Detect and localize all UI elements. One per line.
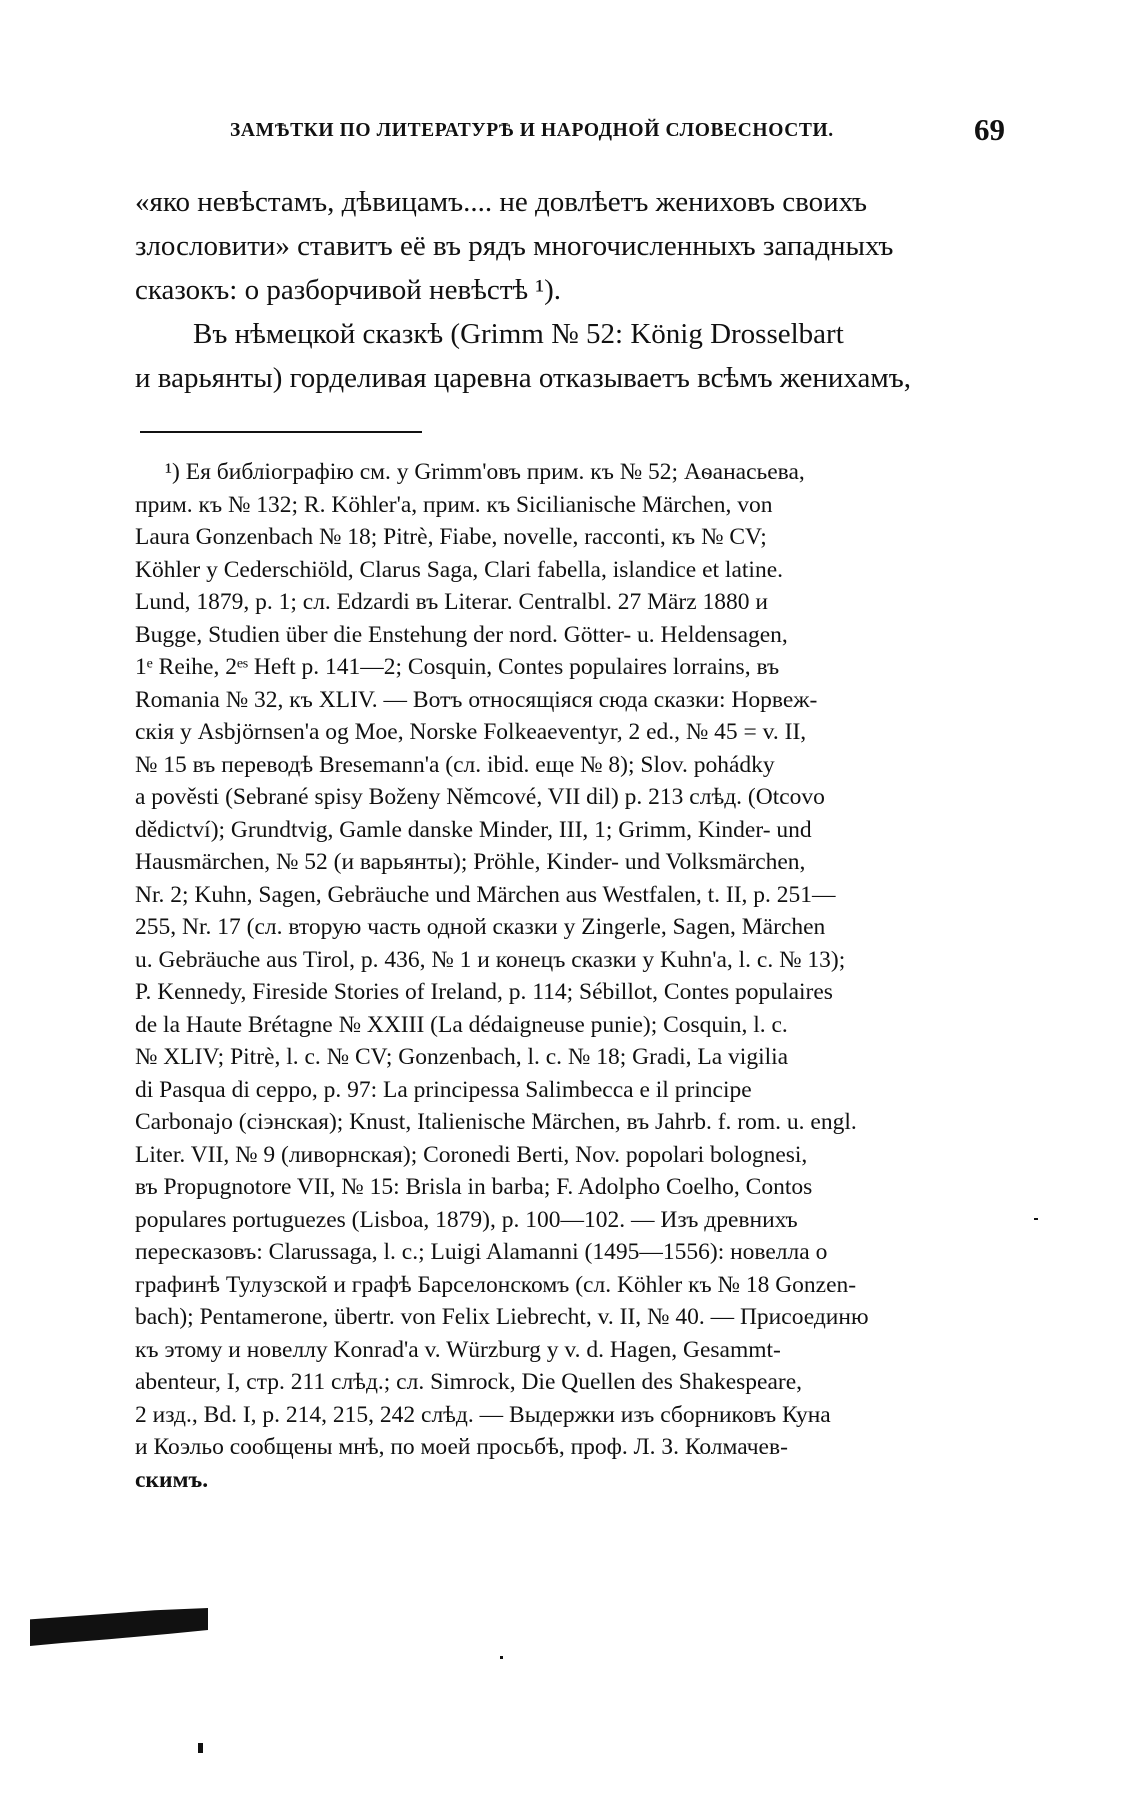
footnote-line: dědictví); Grundtvig, Gamle danske Minder, III, 1; Grimm, Kinder- und — [135, 816, 812, 843]
text-line: и варьянты) горделивая царевна отказываетъ всѣмъ женихамъ, — [135, 362, 911, 394]
footnote-line: Köhler у Cederschiöld, Clarus Saga, Clari fabella, islandice et latine. — [135, 556, 784, 583]
footnote-line: ¹) Ея библіографію см. у Grimm'овъ прим. къ № 52; Аѳанасьева, — [165, 459, 805, 485]
footnote-line: скія у Asbjörnsen'а og Moe, Norske Folkeaeventyr, 2 ed., № 45 = v. II, — [135, 719, 807, 745]
running-title: ЗАМѢТКИ ПО ЛИТЕРАТУРѢ И НАРОДНОЙ СЛОВЕСНОСТИ. — [230, 120, 834, 141]
running-header — [135, 112, 1005, 152]
footnote-line: Hausmärchen, № 52 (и варьянты); Pröhle, Kinder- und Volksmärchen, — [135, 849, 806, 875]
scan-speck — [1034, 1218, 1038, 1220]
footnote-line: графинѣ Тулузской и графѣ Барселонскомъ (сл. Köhler къ № 18 Gonzen- — [135, 1271, 857, 1298]
footnote-line: скимъ. — [135, 1466, 209, 1493]
text-line: злословити» ставитъ её въ рядъ многочисленныхъ западныхъ — [135, 230, 894, 262]
footnote-line: Nr. 2; Kuhn, Sagen, Gebräuche und Märchen aus Westfalen, t. II, p. 251— — [135, 881, 836, 908]
scan-smudge — [30, 1608, 208, 1646]
footnote-line: № XLIV; Pitrè, l. c. № CV; Gonzenbach, l. c. № 18; Gradi, La vigilia — [135, 1044, 789, 1070]
footnote-line: de la Haute Brétagne № XXIII (La dédaigneuse punie); Cosquin, l. c. — [135, 1011, 788, 1038]
footnote-line: пересказовъ: Clarussaga, l. c.; Luigi Alamanni (1495—1556): новелла о — [135, 1239, 828, 1265]
footnote — [135, 456, 1007, 1496]
scan-speck — [198, 1743, 203, 1753]
footnote-line: Bugge, Studien über die Enstehung der nord. Götter- u. Heldensagen, — [135, 621, 788, 648]
text-line: сказокъ: о разборчивой невѣстѣ ¹). — [135, 274, 562, 306]
footnote-line: Lund, 1879, p. 1; сл. Edzardi въ Literar. Centralbl. 27 März 1880 и — [135, 589, 769, 615]
footnote-line: 255, Nr. 17 (сл. вторую часть одной сказки у Zingerle, Sagen, Märchen — [135, 914, 826, 940]
page-number: 69 — [974, 112, 1005, 147]
text-line: «яко невѣстамъ, дѣвицамъ.... не довлѣетъ жениховъ своихъ — [135, 186, 868, 218]
footnote-line: и Коэльо сообщены мнѣ, по моей просьбѣ, проф. Л. З. Колмачев- — [135, 1434, 788, 1460]
footnote-line: a pověsti (Sebrané spisy Boženy Němcové, VII dil) p. 213 слѣд. (Otcovo — [135, 784, 825, 810]
footnote-line: di Pasqua di ceppo, p. 97: La principessa Salimbecca e il principe — [135, 1076, 752, 1103]
footnote-line: Laura Gonzenbach № 18; Pitrè, Fiabe, novelle, racconti, къ № CV; — [135, 524, 767, 550]
footnote-line: Carbonajo (сіэнская); Knust, Italienische Märchen, въ Jahrb. f. rom. u. engl. — [135, 1109, 857, 1135]
footnote-line: въ Propugnotore VII, № 15: Brisla in barba; F. Adolpho Coelho, Contos — [135, 1174, 813, 1200]
footnote-line: № 15 въ переводѣ Bresemann'а (сл. ibid. еще № 8); Slov. pohádky — [135, 751, 775, 778]
footnote-line: abenteur, I, стр. 211 слѣд.; сл. Simrock, Die Quellen des Shakespeare, — [135, 1369, 803, 1395]
text-line: Въ нѣмецкой сказкѣ (Grimm № 52: König Drosselbart — [193, 318, 844, 350]
footnote-line: u. Gebräuche aus Tirol, p. 436, № 1 и конецъ сказки у Kuhn'а, l. c. № 13); — [135, 946, 846, 973]
footnote-line: къ этому и новеллу Konrad'а v. Würzburg у v. d. Hagen, Gesammt- — [135, 1336, 781, 1363]
footnote-line: bach); Pentamerone, übertr. von Felix Liebrecht, v. II, № 40. — Присоединю — [135, 1304, 869, 1330]
scan-speck — [500, 1656, 503, 1659]
footnote-line: Romania № 32, къ XLIV. — Вотъ относящіяся сюда сказки: Норвеж- — [135, 686, 818, 713]
main-text — [135, 180, 1005, 400]
footnote-line: 1ᵉ Reihe, 2ᵉˢ Heft p. 141—2; Cosquin, Contes populaires lorrains, въ — [135, 654, 780, 680]
footnote-line: Liter. VII, № 9 (ливорнская); Coronedi Berti, Nov. popolari bolognesi, — [135, 1141, 808, 1168]
footnote-line: 2 изд., Bd. I, p. 214, 215, 242 слѣд. — Выдержки изъ сборниковъ Куна — [135, 1401, 831, 1428]
footnote-divider — [140, 431, 422, 433]
footnote-line: P. Kennedy, Fireside Stories of Ireland, p. 114; Sébillot, Contes populaires — [135, 979, 833, 1005]
footnote-line: populares portuguezes (Lisboa, 1879), p. 100—102. — Изъ древнихъ — [135, 1206, 798, 1233]
footnote-line: прим. къ № 132; R. Köhler'а, прим. къ Sicilianische Märchen, von — [135, 491, 773, 518]
